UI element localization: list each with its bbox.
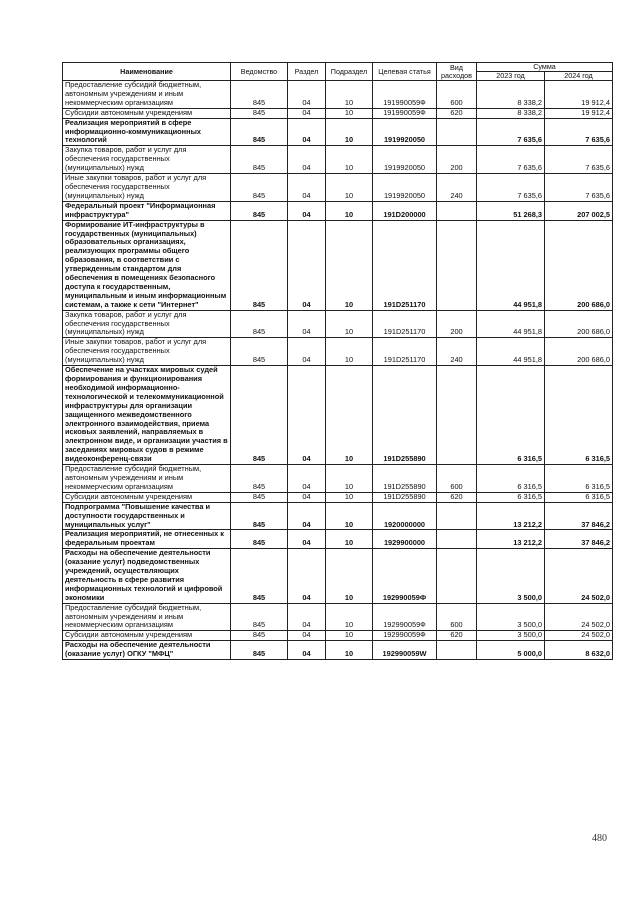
cell-subsection: 10	[326, 631, 373, 641]
cell-sum-2024: 24 502,0	[545, 603, 613, 631]
cell-dept: 845	[231, 641, 288, 660]
cell-subsection: 10	[326, 118, 373, 146]
cell-exp-type	[437, 118, 477, 146]
cell-article: 191D200000	[373, 201, 437, 220]
cell-sum-2023: 13 212,2	[477, 502, 545, 530]
cell-sum-2024: 6 316,5	[545, 366, 613, 465]
cell-dept: 845	[231, 492, 288, 502]
cell-article: 191D251170	[373, 310, 437, 338]
cell-sum-2024: 200 686,0	[545, 310, 613, 338]
table-row	[63, 641, 613, 660]
cell-exp-type	[437, 530, 477, 549]
header-article: Целевая статья	[373, 63, 437, 81]
table-row	[63, 631, 613, 641]
cell-sum-2024: 6 316,5	[545, 492, 613, 502]
cell-article: 191990059Ф	[373, 108, 437, 118]
cell-sum-2023: 7 635,6	[477, 146, 545, 174]
cell-dept: 845	[231, 603, 288, 631]
header-section: Раздел	[288, 63, 326, 81]
cell-section: 04	[288, 603, 326, 631]
cell-section: 04	[288, 81, 326, 109]
cell-exp-type	[437, 220, 477, 310]
cell-name: Субсидии автономным учреждениям	[63, 492, 231, 502]
table-row	[63, 108, 613, 118]
cell-subsection: 10	[326, 641, 373, 660]
budget-table	[62, 62, 613, 660]
table-row	[63, 465, 613, 493]
cell-section: 04	[288, 174, 326, 202]
cell-subsection: 10	[326, 338, 373, 366]
cell-article: 191D255890	[373, 492, 437, 502]
cell-exp-type: 620	[437, 631, 477, 641]
cell-subsection: 10	[326, 603, 373, 631]
cell-name: Закупка товаров, работ и услуг для обеспечения государственных (муниципальных) нужд	[63, 310, 231, 338]
cell-name: Предоставление субсидий бюджетным, автономным учреждениям и иным некоммерческим организациям	[63, 603, 231, 631]
cell-section: 04	[288, 530, 326, 549]
cell-sum-2023: 44 951,8	[477, 310, 545, 338]
cell-sum-2024: 7 635,6	[545, 146, 613, 174]
cell-sum-2024: 7 635,6	[545, 174, 613, 202]
cell-name: Реализация мероприятий в сфере информационно-коммуникационных технологий	[63, 118, 231, 146]
cell-article: 191D255890	[373, 465, 437, 493]
cell-name: Формирование ИТ-инфраструктуры в государственных (муниципальных) образовательных организациях, реализующих программы общего образования, в соответствии с утвержденным стандартом для обеспечения в помещениях безопасного доступа к государственным, муниципальным и иным информационным системам, а также к сети "Интернет"	[63, 220, 231, 310]
table-row	[63, 118, 613, 146]
table-row	[63, 146, 613, 174]
cell-sum-2023: 44 951,8	[477, 338, 545, 366]
table-row	[63, 549, 613, 603]
cell-sum-2024: 24 502,0	[545, 549, 613, 603]
cell-sum-2024: 200 686,0	[545, 220, 613, 310]
cell-article: 192990059W	[373, 641, 437, 660]
cell-dept: 845	[231, 146, 288, 174]
cell-dept: 845	[231, 366, 288, 465]
cell-dept: 845	[231, 201, 288, 220]
cell-name: Предоставление субсидий бюджетным, автономным учреждениям и иным некоммерческим организациям	[63, 465, 231, 493]
cell-article: 192990059Ф	[373, 549, 437, 603]
cell-section: 04	[288, 502, 326, 530]
cell-exp-type	[437, 502, 477, 530]
cell-sum-2024: 37 846,2	[545, 530, 613, 549]
header-exp-type: Вид расходов	[437, 63, 477, 81]
cell-section: 04	[288, 641, 326, 660]
header-sum: Сумма	[477, 63, 613, 72]
cell-name: Подпрограмма "Повышение качества и доступности государственных и муниципальных услуг"	[63, 502, 231, 530]
cell-subsection: 10	[326, 81, 373, 109]
cell-name: Реализация мероприятий, не отнесенных к федеральным проектам	[63, 530, 231, 549]
cell-name: Обеспечение на участках мировых судей формирования и функционирования необходимой информационно-технологической и телекоммуникационной инфраструктуры для организации защищенного межведомственного электронного взаимодействия, приема исковых заявлений, направляемых в электронном виде, и организации участия в заседаниях мировых судов в режиме видеоконференц-связи	[63, 366, 231, 465]
cell-subsection: 10	[326, 465, 373, 493]
cell-sum-2023: 13 212,2	[477, 530, 545, 549]
cell-name: Расходы на обеспечение деятельности (оказание услуг) подведомственных учреждений, осуществляющих деятельность в сфере развития информационных технологий и цифровой экономики	[63, 549, 231, 603]
cell-exp-type: 240	[437, 174, 477, 202]
cell-name: Иные закупки товаров, работ и услуг для обеспечения государственных (муниципальных) нужд	[63, 174, 231, 202]
cell-sum-2023: 3 500,0	[477, 549, 545, 603]
cell-subsection: 10	[326, 502, 373, 530]
cell-name: Предоставление субсидий бюджетным, автономным учреждениям и иным некоммерческим организациям	[63, 81, 231, 109]
table-row	[63, 201, 613, 220]
cell-exp-type: 620	[437, 492, 477, 502]
cell-dept: 845	[231, 174, 288, 202]
cell-subsection: 10	[326, 549, 373, 603]
cell-section: 04	[288, 201, 326, 220]
cell-subsection: 10	[326, 366, 373, 465]
cell-exp-type	[437, 366, 477, 465]
cell-sum-2024: 24 502,0	[545, 631, 613, 641]
cell-sum-2023: 3 500,0	[477, 631, 545, 641]
cell-name: Субсидии автономным учреждениям	[63, 631, 231, 641]
cell-subsection: 10	[326, 146, 373, 174]
table-row	[63, 603, 613, 631]
cell-article: 191D251170	[373, 338, 437, 366]
cell-sum-2024: 6 316,5	[545, 465, 613, 493]
table-row	[63, 174, 613, 202]
cell-exp-type: 200	[437, 146, 477, 174]
cell-dept: 845	[231, 220, 288, 310]
cell-article: 1919920050	[373, 146, 437, 174]
cell-article: 1919920050	[373, 174, 437, 202]
cell-section: 04	[288, 220, 326, 310]
cell-sum-2024: 8 632,0	[545, 641, 613, 660]
header-year-2023: 2023 год	[477, 72, 545, 81]
cell-section: 04	[288, 465, 326, 493]
cell-section: 04	[288, 549, 326, 603]
cell-sum-2023: 8 338,2	[477, 108, 545, 118]
header-subsection: Подраздел	[326, 63, 373, 81]
cell-subsection: 10	[326, 201, 373, 220]
cell-exp-type: 200	[437, 310, 477, 338]
cell-sum-2023: 7 635,6	[477, 118, 545, 146]
cell-dept: 845	[231, 465, 288, 493]
cell-sum-2023: 6 316,5	[477, 492, 545, 502]
table-row	[63, 220, 613, 310]
cell-sum-2023: 51 268,3	[477, 201, 545, 220]
cell-article: 1929900000	[373, 530, 437, 549]
cell-section: 04	[288, 492, 326, 502]
cell-dept: 845	[231, 502, 288, 530]
cell-subsection: 10	[326, 174, 373, 202]
cell-name: Субсидии автономным учреждениям	[63, 108, 231, 118]
cell-exp-type: 240	[437, 338, 477, 366]
header-dept: Ведомство	[231, 63, 288, 81]
cell-sum-2023: 6 316,5	[477, 366, 545, 465]
cell-dept: 845	[231, 81, 288, 109]
cell-section: 04	[288, 108, 326, 118]
cell-exp-type	[437, 641, 477, 660]
cell-sum-2024: 7 635,6	[545, 118, 613, 146]
table-row	[63, 492, 613, 502]
cell-article: 1919920050	[373, 118, 437, 146]
cell-exp-type	[437, 549, 477, 603]
cell-name: Федеральный проект "Информационная инфраструктура"	[63, 201, 231, 220]
cell-exp-type	[437, 201, 477, 220]
budget-table-sheet	[62, 62, 612, 660]
cell-section: 04	[288, 310, 326, 338]
cell-section: 04	[288, 146, 326, 174]
cell-sum-2023: 44 951,8	[477, 220, 545, 310]
cell-section: 04	[288, 118, 326, 146]
cell-subsection: 10	[326, 310, 373, 338]
table-body	[63, 81, 613, 660]
cell-article: 1920000000	[373, 502, 437, 530]
cell-dept: 845	[231, 549, 288, 603]
cell-name: Иные закупки товаров, работ и услуг для обеспечения государственных (муниципальных) нужд	[63, 338, 231, 366]
cell-sum-2024: 37 846,2	[545, 502, 613, 530]
cell-sum-2024: 207 002,5	[545, 201, 613, 220]
cell-dept: 845	[231, 108, 288, 118]
cell-sum-2023: 8 338,2	[477, 81, 545, 109]
page-number: 480	[592, 833, 607, 844]
cell-dept: 845	[231, 530, 288, 549]
cell-section: 04	[288, 631, 326, 641]
table-row	[63, 502, 613, 530]
cell-subsection: 10	[326, 492, 373, 502]
cell-article: 191990059Ф	[373, 81, 437, 109]
cell-sum-2023: 3 500,0	[477, 603, 545, 631]
cell-name: Закупка товаров, работ и услуг для обеспечения государственных (муниципальных) нужд	[63, 146, 231, 174]
cell-dept: 845	[231, 310, 288, 338]
cell-subsection: 10	[326, 530, 373, 549]
header-year-2024: 2024 год	[545, 72, 613, 81]
cell-sum-2024: 200 686,0	[545, 338, 613, 366]
header-name: Наименование	[63, 63, 231, 81]
cell-article: 192990059Ф	[373, 603, 437, 631]
cell-section: 04	[288, 338, 326, 366]
table-row	[63, 81, 613, 109]
cell-exp-type: 600	[437, 465, 477, 493]
cell-exp-type: 600	[437, 603, 477, 631]
cell-subsection: 10	[326, 108, 373, 118]
cell-article: 191D251170	[373, 220, 437, 310]
cell-exp-type: 600	[437, 81, 477, 109]
cell-sum-2024: 19 912,4	[545, 81, 613, 109]
cell-article: 191D255890	[373, 366, 437, 465]
cell-sum-2024: 19 912,4	[545, 108, 613, 118]
cell-dept: 845	[231, 338, 288, 366]
cell-exp-type: 620	[437, 108, 477, 118]
cell-sum-2023: 5 000,0	[477, 641, 545, 660]
cell-name: Расходы на обеспечение деятельности (оказание услуг) ОГКУ "МФЦ"	[63, 641, 231, 660]
cell-sum-2023: 6 316,5	[477, 465, 545, 493]
cell-section: 04	[288, 366, 326, 465]
cell-dept: 845	[231, 631, 288, 641]
table-row	[63, 530, 613, 549]
table-row	[63, 366, 613, 465]
cell-subsection: 10	[326, 220, 373, 310]
cell-dept: 845	[231, 118, 288, 146]
table-row	[63, 338, 613, 366]
table-row	[63, 310, 613, 338]
cell-sum-2023: 7 635,6	[477, 174, 545, 202]
cell-article: 192990059Ф	[373, 631, 437, 641]
